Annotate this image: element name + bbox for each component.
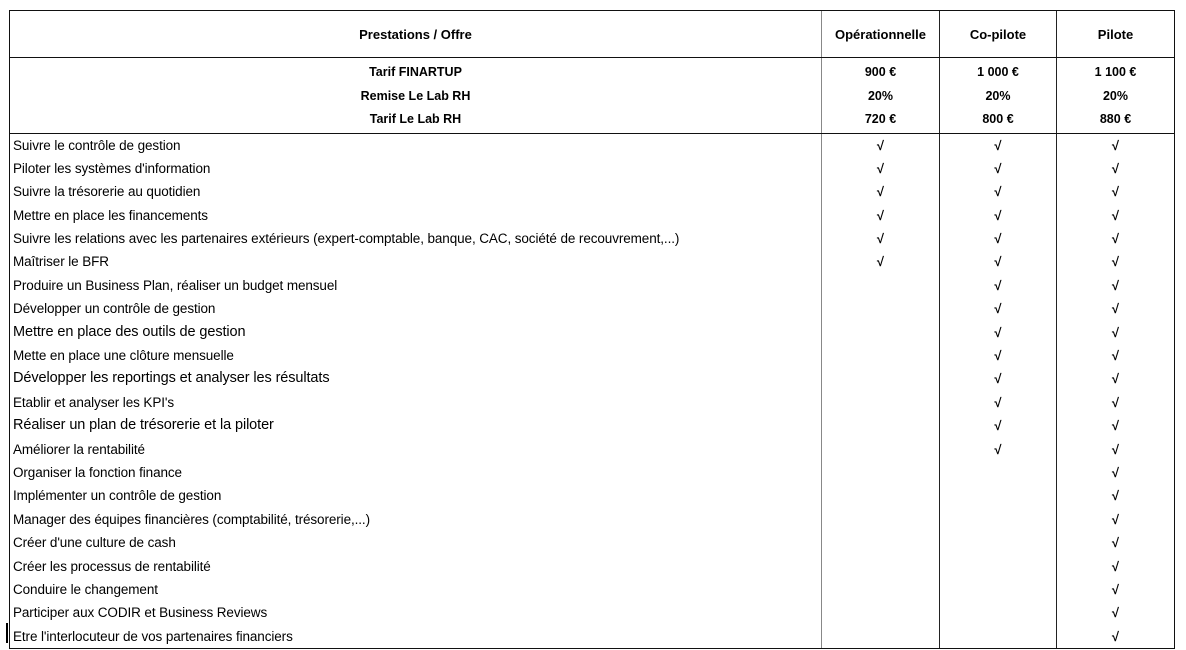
feature-label: Maîtriser le BFR (13, 254, 109, 270)
cell-pilote (1056, 274, 1174, 297)
cell-operationnelle (821, 578, 939, 601)
cell-pilote (1056, 555, 1174, 578)
table-row (10, 414, 1174, 437)
discount-value: 20% (1102, 88, 1129, 103)
table-row (10, 274, 1174, 297)
cell-pilote (1056, 578, 1174, 601)
check-icon: √ (1111, 207, 1120, 223)
check-icon: √ (1111, 464, 1120, 480)
feature-label: Mette en place une clôture mensuelle (13, 348, 234, 364)
pricing-section (10, 58, 1174, 134)
table-row (10, 321, 1174, 344)
table-row (10, 625, 1174, 648)
header-pilote: Pilote (1056, 11, 1174, 57)
check-icon: √ (994, 418, 1002, 434)
cell-co-pilote (939, 414, 1056, 437)
cell-pilote (1056, 180, 1174, 203)
cell-co-pilote (939, 625, 1056, 648)
cell-operationnelle (821, 204, 939, 227)
table-row (10, 601, 1174, 624)
table-row (10, 250, 1174, 273)
pricing-pilote (1056, 58, 1174, 133)
check-icon: √ (876, 137, 885, 153)
cell-pilote (1056, 391, 1174, 414)
cell-co-pilote (939, 180, 1056, 203)
check-icon: √ (1111, 231, 1120, 247)
cell-co-pilote (939, 250, 1056, 273)
cell-operationnelle (821, 508, 939, 531)
cell-pilote (1056, 508, 1174, 531)
table-row (10, 438, 1174, 461)
cell-pilote (1056, 344, 1174, 367)
cell-co-pilote (939, 578, 1056, 601)
cell-pilote (1056, 134, 1174, 157)
check-icon: √ (994, 254, 1002, 270)
cell-operationnelle (821, 180, 939, 203)
pricing-operationnelle (821, 58, 939, 133)
cell-pilote (1056, 204, 1174, 227)
cell-pilote (1056, 321, 1174, 344)
check-icon: √ (1111, 394, 1120, 410)
cell-operationnelle (821, 461, 939, 484)
check-icon: √ (1111, 160, 1120, 176)
cell-pilote (1056, 625, 1174, 648)
table-row (10, 134, 1174, 157)
cell-operationnelle (821, 250, 939, 273)
table-row (10, 344, 1174, 367)
check-icon: √ (1111, 348, 1120, 364)
feature-label: Améliorer la rentabilité (13, 441, 145, 457)
check-icon: √ (1111, 441, 1120, 457)
check-icon: √ (1111, 137, 1120, 153)
check-icon: √ (994, 348, 1002, 364)
check-icon: √ (994, 441, 1002, 457)
discount-value: 20% (867, 88, 894, 103)
cell-pilote (1056, 484, 1174, 507)
cell-co-pilote (939, 391, 1056, 414)
table-row (10, 367, 1174, 390)
offer-comparison-table (9, 10, 1175, 649)
check-icon: √ (994, 231, 1002, 247)
final-price-value: 720 € (864, 112, 897, 126)
check-icon: √ (1111, 535, 1120, 551)
table-header-row (10, 11, 1174, 58)
table-row (10, 391, 1174, 414)
cell-operationnelle (821, 367, 939, 390)
table-row (10, 297, 1174, 320)
feature-label: Manager des équipes financières (comptabilité, trésorerie,...) (13, 511, 370, 527)
check-icon: √ (1111, 418, 1120, 434)
cell-co-pilote (939, 274, 1056, 297)
check-icon: √ (994, 277, 1002, 293)
feature-label: Implémenter un contrôle de gestion (13, 488, 222, 504)
cell-pilote (1056, 367, 1174, 390)
header-co-pilote: Co-pilote (939, 11, 1056, 57)
feature-label: Développer un contrôle de gestion (13, 301, 216, 317)
check-icon: √ (876, 254, 885, 270)
check-icon: √ (1111, 628, 1120, 644)
cell-co-pilote (939, 508, 1056, 531)
price-value: 1 100 € (1094, 65, 1137, 79)
check-icon: √ (994, 301, 1002, 317)
cell-operationnelle (821, 625, 939, 648)
table-row (10, 508, 1174, 531)
table-row (10, 461, 1174, 484)
text-cursor (6, 623, 8, 643)
features-list (10, 134, 1174, 649)
pricing-label: Remise Le Lab RH (360, 88, 471, 103)
pricing-label: Tarif FINARTUP (369, 65, 462, 79)
check-icon: √ (876, 231, 885, 247)
cell-operationnelle (821, 555, 939, 578)
cell-co-pilote (939, 555, 1056, 578)
final-price-value: 800 € (982, 112, 1014, 126)
pricing-labels (10, 58, 821, 133)
cell-co-pilote (939, 531, 1056, 554)
check-icon: √ (1111, 184, 1120, 200)
feature-label: Produire un Business Plan, réaliser un budget mensuel (13, 277, 338, 293)
check-icon: √ (1111, 605, 1120, 621)
cell-operationnelle (821, 274, 939, 297)
cell-co-pilote (939, 227, 1056, 250)
cell-pilote (1056, 414, 1174, 437)
cell-operationnelle (821, 414, 939, 437)
check-icon: √ (1111, 488, 1120, 504)
table-row (10, 578, 1174, 601)
header-operationnelle: Opérationnelle (821, 11, 939, 57)
feature-label: Etre l'interlocuteur de vos partenaires financiers (13, 628, 293, 644)
cell-pilote (1056, 157, 1174, 180)
feature-label: Suivre la trésorerie au quotidien (13, 184, 201, 200)
check-icon: √ (994, 324, 1002, 340)
cell-operationnelle (821, 297, 939, 320)
check-icon: √ (876, 207, 885, 223)
final-price-value: 880 € (1099, 112, 1132, 126)
check-icon: √ (876, 160, 885, 176)
feature-label: Suivre les relations avec les partenaires extérieurs (expert-comptable, banque, CAC, société de recouvrement,...) (13, 231, 680, 247)
cell-pilote (1056, 531, 1174, 554)
cell-pilote (1056, 227, 1174, 250)
cell-co-pilote (939, 297, 1056, 320)
cell-operationnelle (821, 157, 939, 180)
cell-pilote (1056, 250, 1174, 273)
table-row (10, 555, 1174, 578)
feature-label: Réaliser un plan de trésorerie et la piloter (13, 417, 274, 434)
cell-co-pilote (939, 367, 1056, 390)
cell-co-pilote (939, 321, 1056, 344)
cell-operationnelle (821, 344, 939, 367)
check-icon: √ (1111, 558, 1120, 574)
check-icon: √ (1111, 511, 1120, 527)
feature-label: Organiser la fonction finance (13, 464, 182, 480)
table-row (10, 180, 1174, 203)
check-icon: √ (1111, 581, 1120, 597)
feature-label: Développer les reportings et analyser les résultats (13, 370, 330, 387)
cell-operationnelle (821, 391, 939, 414)
cell-operationnelle (821, 531, 939, 554)
feature-label: Participer aux CODIR et Business Reviews (13, 605, 268, 621)
cell-pilote (1056, 438, 1174, 461)
cell-co-pilote (939, 461, 1056, 484)
check-icon: √ (994, 184, 1002, 200)
check-icon: √ (994, 160, 1002, 176)
feature-label: Créer les processus de rentabilité (13, 558, 211, 574)
cell-operationnelle (821, 227, 939, 250)
discount-value: 20% (985, 88, 1011, 103)
check-icon: √ (1111, 277, 1120, 293)
cell-co-pilote (939, 134, 1056, 157)
cell-operationnelle (821, 601, 939, 624)
check-icon: √ (994, 371, 1002, 387)
feature-label: Etablir et analyser les KPI's (13, 394, 174, 410)
feature-label: Mettre en place les financements (13, 207, 208, 223)
check-icon: √ (1111, 371, 1120, 387)
check-icon: √ (876, 184, 885, 200)
feature-label: Créer d'une culture de cash (13, 535, 176, 551)
price-value: 1 000 € (977, 65, 1019, 79)
cell-pilote (1056, 601, 1174, 624)
check-icon: √ (994, 137, 1002, 153)
check-icon: √ (994, 394, 1002, 410)
cell-operationnelle (821, 134, 939, 157)
pricing-co-pilote (939, 58, 1056, 133)
feature-label: Piloter les systèmes d'information (13, 160, 211, 176)
feature-label: Conduire le changement (13, 581, 158, 597)
cell-pilote (1056, 461, 1174, 484)
check-icon: √ (994, 207, 1002, 223)
table-row (10, 484, 1174, 507)
header-prestations: Prestations / Offre (359, 26, 472, 42)
price-value: 900 € (864, 65, 897, 79)
cell-operationnelle (821, 438, 939, 461)
cell-co-pilote (939, 601, 1056, 624)
cell-operationnelle (821, 321, 939, 344)
pricing-label: Tarif Le Lab RH (369, 112, 462, 126)
table-row (10, 204, 1174, 227)
table-row (10, 157, 1174, 180)
cell-pilote (1056, 297, 1174, 320)
cell-co-pilote (939, 438, 1056, 461)
cell-co-pilote (939, 157, 1056, 180)
table-row (10, 227, 1174, 250)
cell-co-pilote (939, 204, 1056, 227)
feature-label: Mettre en place des outils de gestion (13, 323, 246, 340)
cell-co-pilote (939, 484, 1056, 507)
check-icon: √ (1111, 301, 1120, 317)
cell-operationnelle (821, 484, 939, 507)
check-icon: √ (1111, 254, 1120, 270)
feature-label: Suivre le contrôle de gestion (13, 137, 181, 153)
table-row (10, 531, 1174, 554)
check-icon: √ (1111, 324, 1120, 340)
cell-co-pilote (939, 344, 1056, 367)
